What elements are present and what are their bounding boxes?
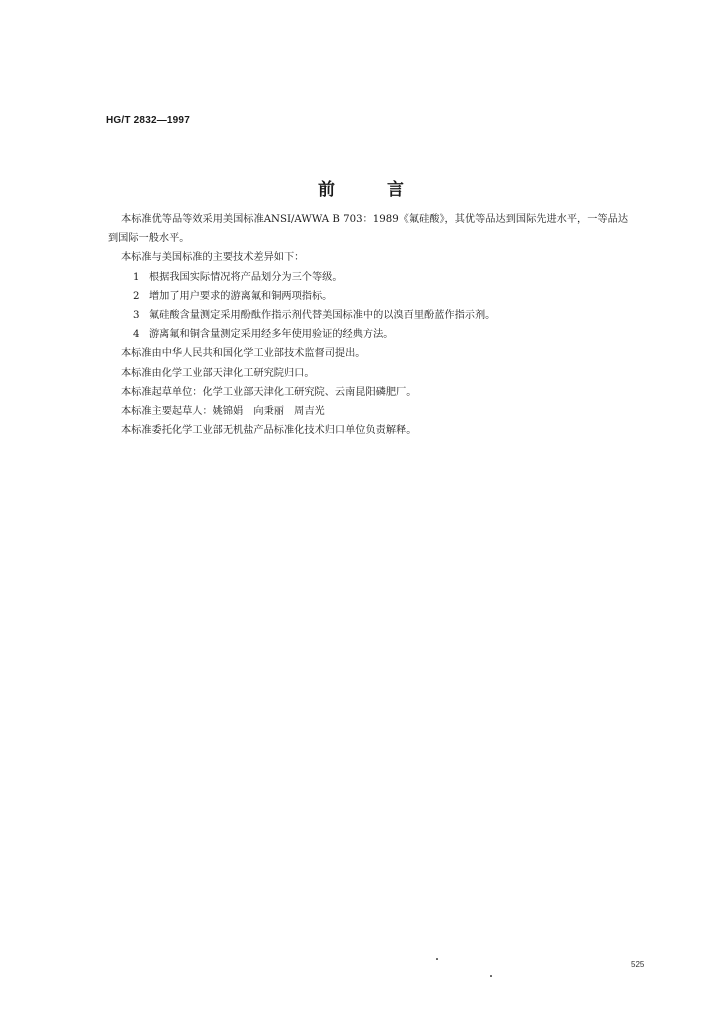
drafting-unit-line: 本标准起草单位：化学工业部天津化工研究院、云南昆阳磷肥厂。	[121, 386, 417, 398]
difference-item	[108, 306, 628, 325]
administrator-line: 本标准由化学工业部天津化工研究院归口。	[121, 367, 315, 379]
page-title	[0, 175, 722, 200]
foreword-body	[108, 210, 628, 440]
interpretation-line: 本标准委托化学工业部无机盐产品标准化技术归口单位负责解释。	[121, 425, 417, 437]
difference-item	[108, 268, 628, 287]
standard-code: HG/T 2832—1997	[106, 115, 190, 126]
title-char-right: 言	[387, 180, 404, 200]
item-text: 增加了用户要求的游离氟和铜两项指标。	[149, 290, 333, 302]
item-text: 氟硅酸含量测定采用酚酞作指示剂代替美国标准中的以溴百里酚蓝作指示剂。	[149, 310, 496, 322]
scan-speck	[436, 958, 438, 960]
difference-item	[108, 287, 628, 306]
item-number: 3	[133, 310, 140, 322]
difference-item	[108, 325, 628, 344]
scan-speck	[490, 975, 492, 977]
drafters-line: 本标准主要起草人：姚锦娟 向秉丽 周吉光	[121, 406, 325, 418]
item-text: 根据我国实际情况将产品划分为三个等级。	[149, 271, 343, 283]
differences-intro: 本标准与美国标准的主要技术差异如下：	[121, 252, 305, 264]
intro-paragraph: 本标准优等品等效采用美国标准ANSI/AWWA B 703：1989《氟硅酸》，其优等品达到国际先进水平，一等品达到国际一般水平。	[108, 214, 628, 245]
item-number: 2	[133, 290, 140, 302]
page-number: 525	[631, 960, 645, 969]
title-char-left: 前	[318, 180, 335, 200]
item-number: 1	[133, 271, 140, 283]
item-number: 4	[133, 329, 140, 341]
item-text: 游离氟和铜含量测定采用经多年使用验证的经典方法。	[149, 329, 394, 341]
proposer-line: 本标准由中华人民共和国化学工业部技术监督司提出。	[121, 348, 366, 360]
